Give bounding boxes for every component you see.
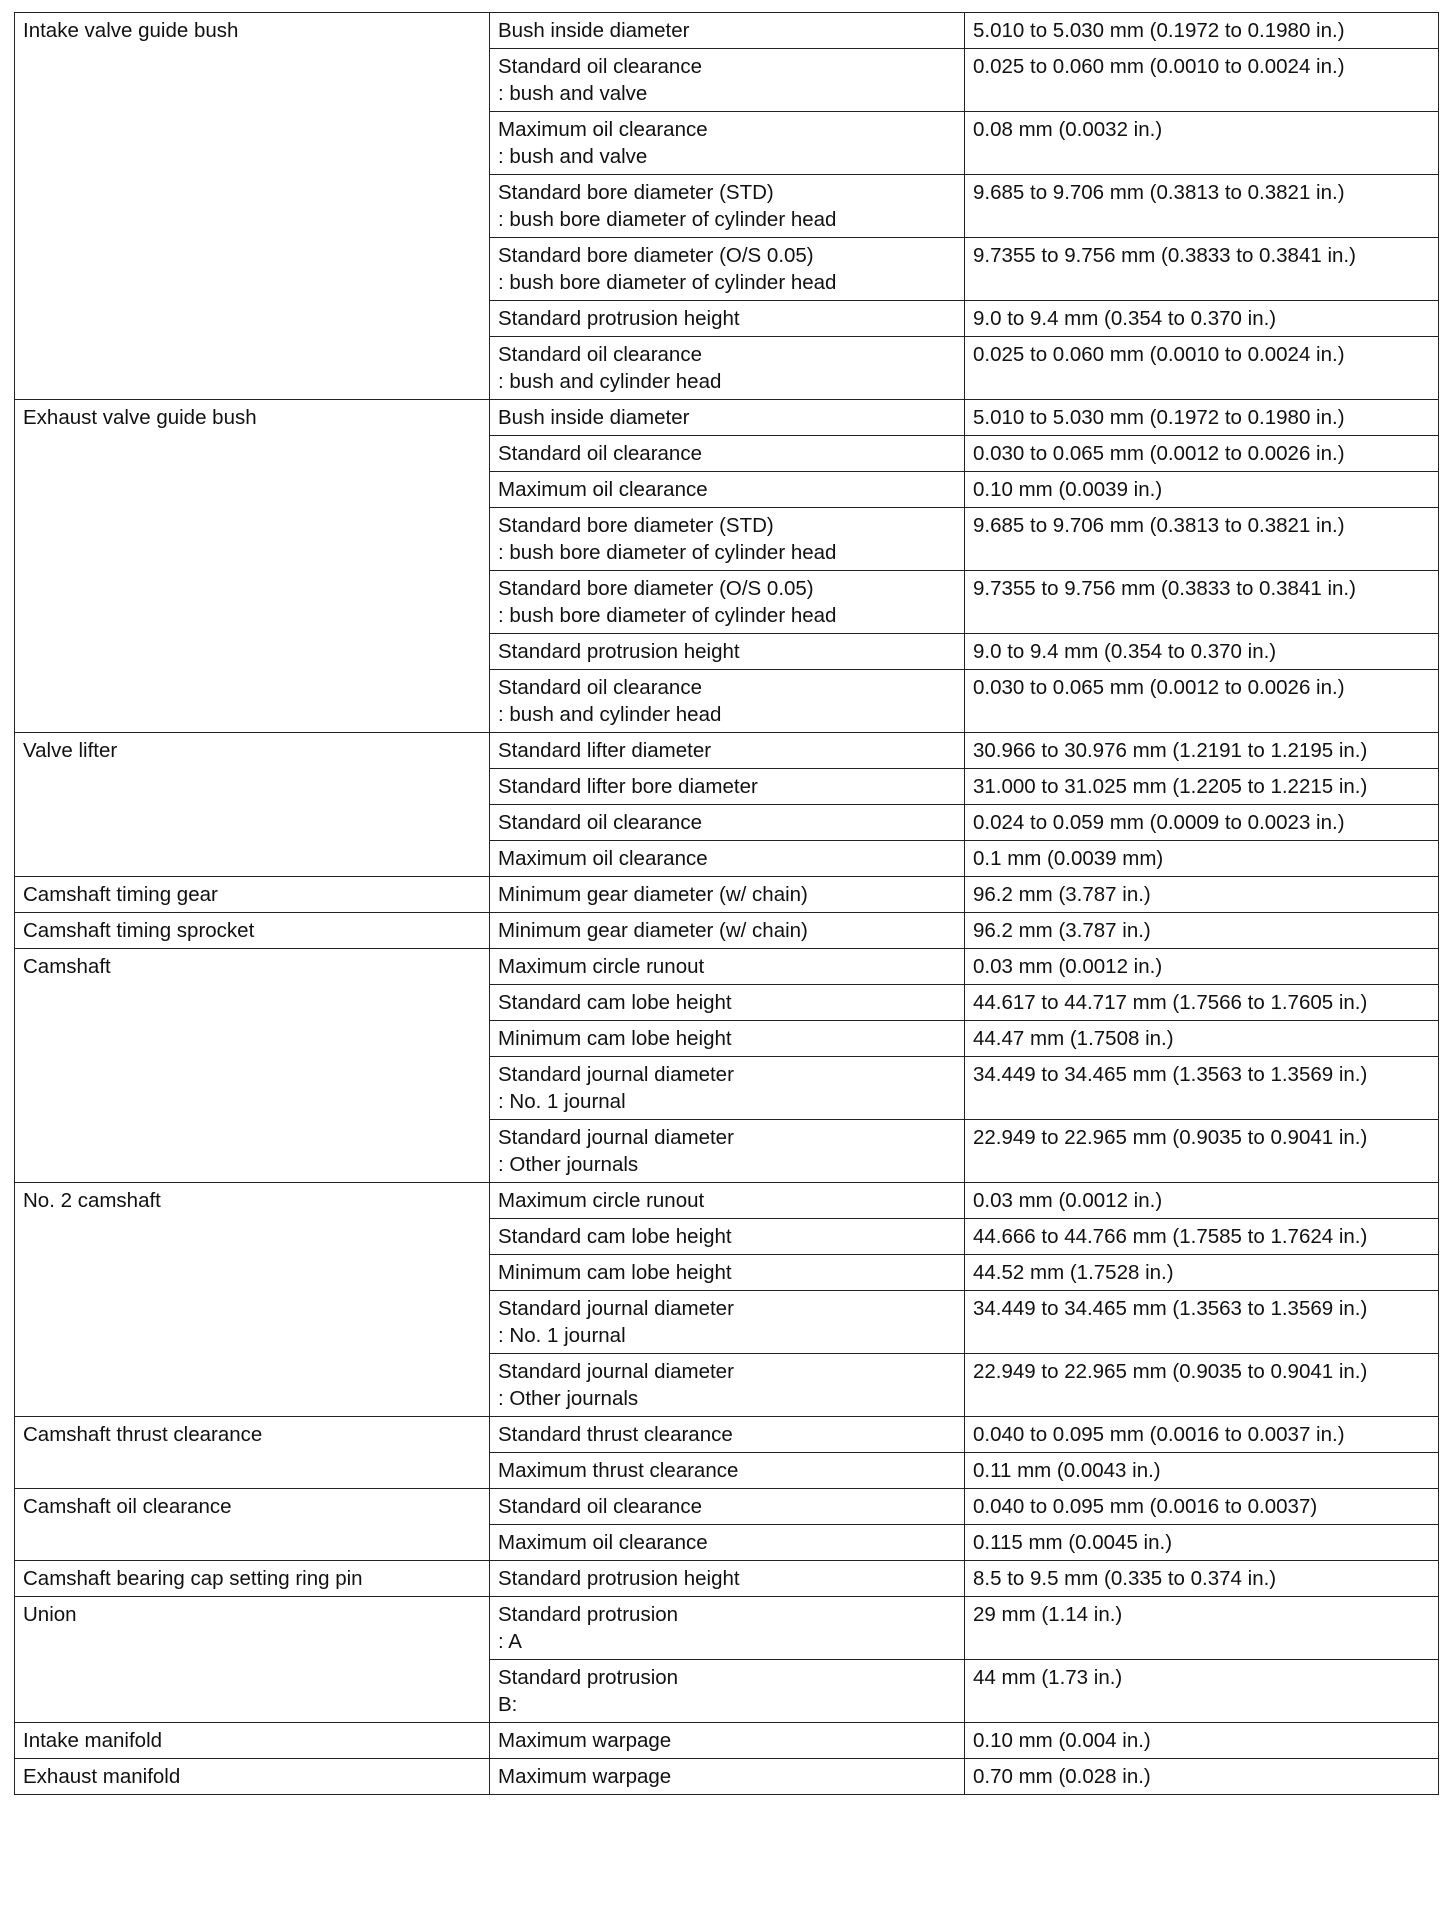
table-row [15,13,1439,49]
table-row [15,1759,1439,1795]
part-name-cell: Camshaft timing gear [15,877,490,913]
spec-item-cell: Standard journal diameter : No. 1 journal [490,1291,965,1354]
spec-table [14,12,1439,1795]
spec-value-cell: 9.0 to 9.4 mm (0.354 to 0.370 in.) [965,634,1439,670]
spec-item-cell: Standard oil clearance [490,805,965,841]
table-row [15,877,1439,913]
spec-value-cell: 0.115 mm (0.0045 in.) [965,1525,1439,1561]
spec-item-cell: Standard oil clearance : bush and valve [490,49,965,112]
spec-item-cell: Standard lifter bore diameter [490,769,965,805]
spec-item-cell: Standard bore diameter (O/S 0.05) : bush bore diameter of cylinder head [490,238,965,301]
spec-value-cell: 5.010 to 5.030 mm (0.1972 to 0.1980 in.) [965,400,1439,436]
spec-item-cell: Standard journal diameter : Other journals [490,1120,965,1183]
table-row [15,949,1439,985]
spec-value-cell: 0.1 mm (0.0039 mm) [965,841,1439,877]
spec-value-cell: 22.949 to 22.965 mm (0.9035 to 0.9041 in.) [965,1120,1439,1183]
spec-item-cell: Maximum circle runout [490,1183,965,1219]
spec-value-cell: 30.966 to 30.976 mm (1.2191 to 1.2195 in.) [965,733,1439,769]
spec-item-cell: Standard journal diameter : No. 1 journal [490,1057,965,1120]
spec-item-cell: Standard protrusion height [490,1561,965,1597]
spec-item-cell: Maximum circle runout [490,949,965,985]
part-name-cell: Union [15,1597,490,1723]
spec-item-cell: Standard oil clearance : bush and cylinder head [490,337,965,400]
spec-item-cell: Minimum gear diameter (w/ chain) [490,877,965,913]
spec-item-cell: Bush inside diameter [490,400,965,436]
table-row [15,1417,1439,1453]
spec-item-cell: Standard protrusion B: [490,1660,965,1723]
spec-item-cell: Minimum cam lobe height [490,1255,965,1291]
table-row [15,1489,1439,1525]
spec-item-cell: Bush inside diameter [490,13,965,49]
spec-item-cell: Maximum oil clearance [490,472,965,508]
part-name-cell: Intake valve guide bush [15,13,490,400]
spec-item-cell: Standard journal diameter : Other journals [490,1354,965,1417]
spec-item-cell: Standard oil clearance : bush and cylinder head [490,670,965,733]
spec-item-cell: Standard oil clearance [490,1489,965,1525]
spec-item-cell: Standard protrusion height [490,634,965,670]
part-name-cell: Intake manifold [15,1723,490,1759]
spec-item-cell: Standard lifter diameter [490,733,965,769]
spec-value-cell: 0.040 to 0.095 mm (0.0016 to 0.0037 in.) [965,1417,1439,1453]
spec-value-cell: 5.010 to 5.030 mm (0.1972 to 0.1980 in.) [965,13,1439,49]
table-row [15,1183,1439,1219]
spec-value-cell: 9.685 to 9.706 mm (0.3813 to 0.3821 in.) [965,175,1439,238]
table-row [15,1561,1439,1597]
spec-table-body [15,13,1439,1795]
part-name-cell: Valve lifter [15,733,490,877]
spec-value-cell: 44.52 mm (1.7528 in.) [965,1255,1439,1291]
table-row [15,913,1439,949]
spec-value-cell: 29 mm (1.14 in.) [965,1597,1439,1660]
spec-value-cell: 9.0 to 9.4 mm (0.354 to 0.370 in.) [965,301,1439,337]
spec-value-cell: 44.617 to 44.717 mm (1.7566 to 1.7605 in.) [965,985,1439,1021]
spec-value-cell: 8.5 to 9.5 mm (0.335 to 0.374 in.) [965,1561,1439,1597]
spec-value-cell: 96.2 mm (3.787 in.) [965,913,1439,949]
spec-value-cell: 9.7355 to 9.756 mm (0.3833 to 0.3841 in.) [965,238,1439,301]
spec-item-cell: Standard thrust clearance [490,1417,965,1453]
part-name-cell: Camshaft [15,949,490,1183]
part-name-cell: No. 2 camshaft [15,1183,490,1417]
spec-value-cell: 0.030 to 0.065 mm (0.0012 to 0.0026 in.) [965,436,1439,472]
spec-item-cell: Standard protrusion : A [490,1597,965,1660]
spec-value-cell: 9.685 to 9.706 mm (0.3813 to 0.3821 in.) [965,508,1439,571]
spec-item-cell: Maximum oil clearance : bush and valve [490,112,965,175]
part-name-cell: Exhaust manifold [15,1759,490,1795]
spec-value-cell: 0.025 to 0.060 mm (0.0010 to 0.0024 in.) [965,49,1439,112]
spec-item-cell: Standard cam lobe height [490,985,965,1021]
spec-item-cell: Standard oil clearance [490,436,965,472]
spec-value-cell: 0.030 to 0.065 mm (0.0012 to 0.0026 in.) [965,670,1439,733]
spec-item-cell: Standard bore diameter (STD) : bush bore diameter of cylinder head [490,508,965,571]
spec-value-cell: 44 mm (1.73 in.) [965,1660,1439,1723]
spec-value-cell: 0.08 mm (0.0032 in.) [965,112,1439,175]
spec-item-cell: Maximum thrust clearance [490,1453,965,1489]
part-name-cell: Exhaust valve guide bush [15,400,490,733]
table-row [15,1597,1439,1660]
spec-value-cell: 0.025 to 0.060 mm (0.0010 to 0.0024 in.) [965,337,1439,400]
spec-item-cell: Standard bore diameter (O/S 0.05) : bush bore diameter of cylinder head [490,571,965,634]
part-name-cell: Camshaft bearing cap setting ring pin [15,1561,490,1597]
spec-item-cell: Maximum warpage [490,1723,965,1759]
spec-value-cell: 96.2 mm (3.787 in.) [965,877,1439,913]
spec-item-cell: Standard protrusion height [490,301,965,337]
spec-item-cell: Maximum warpage [490,1759,965,1795]
part-name-cell: Camshaft thrust clearance [15,1417,490,1489]
spec-value-cell: 34.449 to 34.465 mm (1.3563 to 1.3569 in.) [965,1057,1439,1120]
spec-value-cell: 9.7355 to 9.756 mm (0.3833 to 0.3841 in.) [965,571,1439,634]
table-row [15,733,1439,769]
spec-item-cell: Maximum oil clearance [490,1525,965,1561]
spec-item-cell: Maximum oil clearance [490,841,965,877]
spec-value-cell: 0.040 to 0.095 mm (0.0016 to 0.0037) [965,1489,1439,1525]
spec-value-cell: 0.024 to 0.059 mm (0.0009 to 0.0023 in.) [965,805,1439,841]
spec-item-cell: Minimum cam lobe height [490,1021,965,1057]
spec-value-cell: 0.70 mm (0.028 in.) [965,1759,1439,1795]
spec-value-cell: 0.03 mm (0.0012 in.) [965,1183,1439,1219]
table-row [15,400,1439,436]
table-row [15,1723,1439,1759]
spec-value-cell: 22.949 to 22.965 mm (0.9035 to 0.9041 in.) [965,1354,1439,1417]
part-name-cell: Camshaft oil clearance [15,1489,490,1561]
spec-value-cell: 0.03 mm (0.0012 in.) [965,949,1439,985]
spec-value-cell: 0.11 mm (0.0043 in.) [965,1453,1439,1489]
spec-value-cell: 44.47 mm (1.7508 in.) [965,1021,1439,1057]
spec-value-cell: 31.000 to 31.025 mm (1.2205 to 1.2215 in.) [965,769,1439,805]
part-name-cell: Camshaft timing sprocket [15,913,490,949]
spec-item-cell: Standard cam lobe height [490,1219,965,1255]
spec-value-cell: 0.10 mm (0.0039 in.) [965,472,1439,508]
spec-value-cell: 44.666 to 44.766 mm (1.7585 to 1.7624 in.) [965,1219,1439,1255]
spec-value-cell: 0.10 mm (0.004 in.) [965,1723,1439,1759]
spec-value-cell: 34.449 to 34.465 mm (1.3563 to 1.3569 in.) [965,1291,1439,1354]
spec-item-cell: Standard bore diameter (STD) : bush bore diameter of cylinder head [490,175,965,238]
spec-item-cell: Minimum gear diameter (w/ chain) [490,913,965,949]
